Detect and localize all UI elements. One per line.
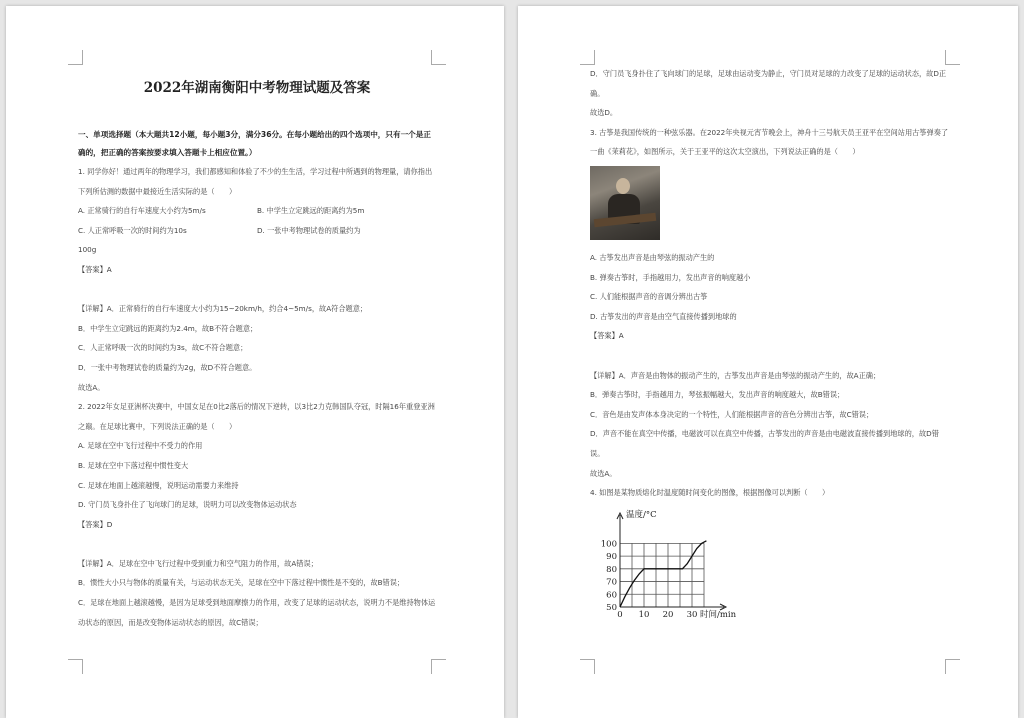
y-tick-label: 80	[606, 564, 617, 575]
q1-option-d-continued: 100g	[78, 245, 97, 255]
q1-option-b: B. 中学生立定跳远的距离约为5m	[257, 206, 365, 216]
q2-option-d: D. 守门员飞身扑住了飞向球门的足球，说明力可以改变物体运动状态	[78, 500, 297, 510]
q1-detail-1: 【详解】A．正常骑行的自行车速度大小约为15~20km/h，约合4~5m/s，故A符合题意；	[78, 304, 368, 314]
x-tick-label: 10	[638, 609, 650, 620]
photo-guzheng-instrument	[594, 213, 656, 227]
q2-detail-2: B．惯性大小只与物体的质量有关，与运动状态无关，足球在空中下落过程中惯性是不变的，故B错误；	[78, 578, 405, 588]
q3-option-d: D. 古筝发出的声音是由空气直接传播到地球的	[590, 311, 737, 321]
q1-options-row-2	[78, 221, 436, 241]
q1-option-a: A. 正常骑行的自行车速度大小约为5m/s	[78, 206, 206, 216]
q1-stem: 1. 同学你好！通过两年的物理学习，我们都感知和体验了不少的生生活，学习过程中所遇到的物理量，请你指出下列所估测的数据中最接近生活实际的是（ ）	[78, 167, 433, 196]
q3-answer: 【答案】A	[590, 331, 624, 341]
chart-ticks	[601, 539, 698, 620]
x-tick-label: 30	[686, 609, 698, 620]
x-tick-label: 20	[662, 609, 674, 620]
section-heading: 一、单项选择题（本大题共12小题，每小题3分，满分36分。在每小题给出的四个选项中，只有一个是正确的，把正确的答案按要求填入答题卡上相应位置。）	[78, 130, 431, 157]
q1-options-row-1	[78, 201, 436, 221]
crop-mark-top-right	[431, 50, 446, 65]
q3-detail-3: C．音色是由发声体本身决定的一个特性，人们能根据声音的音色分辨出古筝，故C错误；	[590, 409, 874, 419]
q1-option-c: C. 人正常呼吸一次的时间约为10s	[78, 225, 187, 235]
chart-x-label: 时间/min	[700, 609, 737, 620]
q3-option-c: C. 人们能根据声音的音调分辨出古筝	[590, 292, 708, 302]
q1-detail-4: D．一张中考物理试卷的质量约为2g，故D不符合题意。	[78, 362, 257, 372]
y-tick-label: 100	[600, 539, 617, 550]
crop-mark-top-right	[945, 50, 960, 65]
guzheng-performance-photo	[590, 166, 660, 240]
series-line-temperature	[620, 540, 706, 606]
y-tick-label: 60	[606, 589, 617, 600]
document-page-left	[6, 6, 504, 718]
q3-option-b: B. 弹奏古筝时，手指越用力，发出声音的响度越小	[590, 272, 751, 282]
q1-option-d: D. 一张中考物理试卷的质量约为	[257, 225, 361, 235]
melting-graph-svg	[590, 507, 760, 625]
q1-detail-2: B．中学生立定跳远的距离约为2.4m，故B不符合题意；	[78, 323, 258, 333]
chart-series	[620, 540, 706, 606]
spacer	[78, 534, 436, 554]
q4-stem: 4. 如图是某物质熔化时温度随时间变化的图像，根据图像可以判断（ ）	[590, 488, 830, 498]
x-tick-label: 0	[617, 609, 623, 620]
crop-mark-top-left	[68, 50, 83, 65]
q3-option-a: A. 古筝发出声音是由琴弦的振动产生的	[590, 252, 715, 262]
document-title: 2022年湖南衡阳中考物理试题及答案	[143, 80, 371, 96]
q2-option-c: C. 足球在地面上越滚越慢，说明运动需要力来维持	[78, 480, 239, 490]
q1-conclusion: 故选A。	[78, 382, 105, 392]
document-page-right	[518, 6, 1018, 718]
q2-detail-3: C．足球在地面上越滚越慢，是因为足球受到地面摩擦力的作用，改变了足球的运动状态，说明力不是维持物体运动状态的原因，而是改变物体运动状态的原因，故C错误；	[78, 598, 436, 627]
left-page-content	[78, 66, 436, 678]
q2-option-a: A. 足球在空中飞行过程中不受力的作用	[78, 441, 203, 451]
q3-stem: 3. 古筝是我国传统的一种弦乐器。在2022年央视元宵节晚会上，神舟十三号航天员王亚平在空间站用古筝弹奏了一曲《茉莉花》，如图所示，关于王亚平的这次太空演出，下列说法正确的是（ ）	[590, 127, 949, 157]
q2-detail-1: 【详解】A．足球在空中飞行过程中受到重力和空气阻力的作用，故A错误；	[78, 558, 318, 568]
right-page-content	[590, 64, 950, 678]
y-tick-label: 90	[606, 551, 617, 562]
chart-axes	[617, 513, 726, 610]
q2-option-b: B. 足球在空中下落过程中惯性变大	[78, 460, 189, 470]
crop-mark-top-left	[580, 50, 595, 65]
q3-detail-1: 【详解】A．声音是由物体的振动产生的，古筝发出声音是由琴弦的振动产生的，故A正确；	[590, 370, 881, 380]
q2-detail-4: D．守门员飞身扑住了飞向球门的足球，足球由运动变为静止，守门员对足球的力改变了足球的运动状态，故D正确。	[590, 69, 947, 98]
melting-graph	[590, 507, 950, 629]
q3-detail-4: D．声音不能在真空中传播，电磁波可以在真空中传播，古筝发出的声音是由电磁波直接传播到地球的，故D错误。	[590, 429, 939, 458]
q3-detail-2: B．弹奏古筝时，手指越用力，琴弦振幅越大，发出声音的响度越大，故B错误；	[590, 390, 845, 400]
spacer	[78, 280, 436, 300]
spacer	[590, 346, 950, 366]
q3-conclusion: 故选A。	[590, 468, 617, 478]
q2-answer: 【答案】D	[78, 519, 113, 529]
y-tick-label: 50	[606, 602, 617, 613]
chart-y-label: 温度/°C	[626, 509, 657, 520]
q2-conclusion: 故选D。	[590, 108, 618, 118]
q1-detail-3: C．人正常呼吸一次的时间约为3s，故C不符合题意；	[78, 343, 248, 353]
chart-grid	[620, 543, 704, 607]
q2-stem: 2. 2022年女足亚洲杯决赛中，中国女足在0比2落后的情况下逆转，以3比2力克韩国队夺冠，时隔16年重登亚洲之巅。在足球比赛中，下列说法正确的是（ ）	[78, 402, 435, 431]
photo-person-head	[616, 178, 630, 194]
y-tick-label: 70	[606, 577, 617, 588]
q1-answer: 【答案】A	[78, 264, 112, 274]
